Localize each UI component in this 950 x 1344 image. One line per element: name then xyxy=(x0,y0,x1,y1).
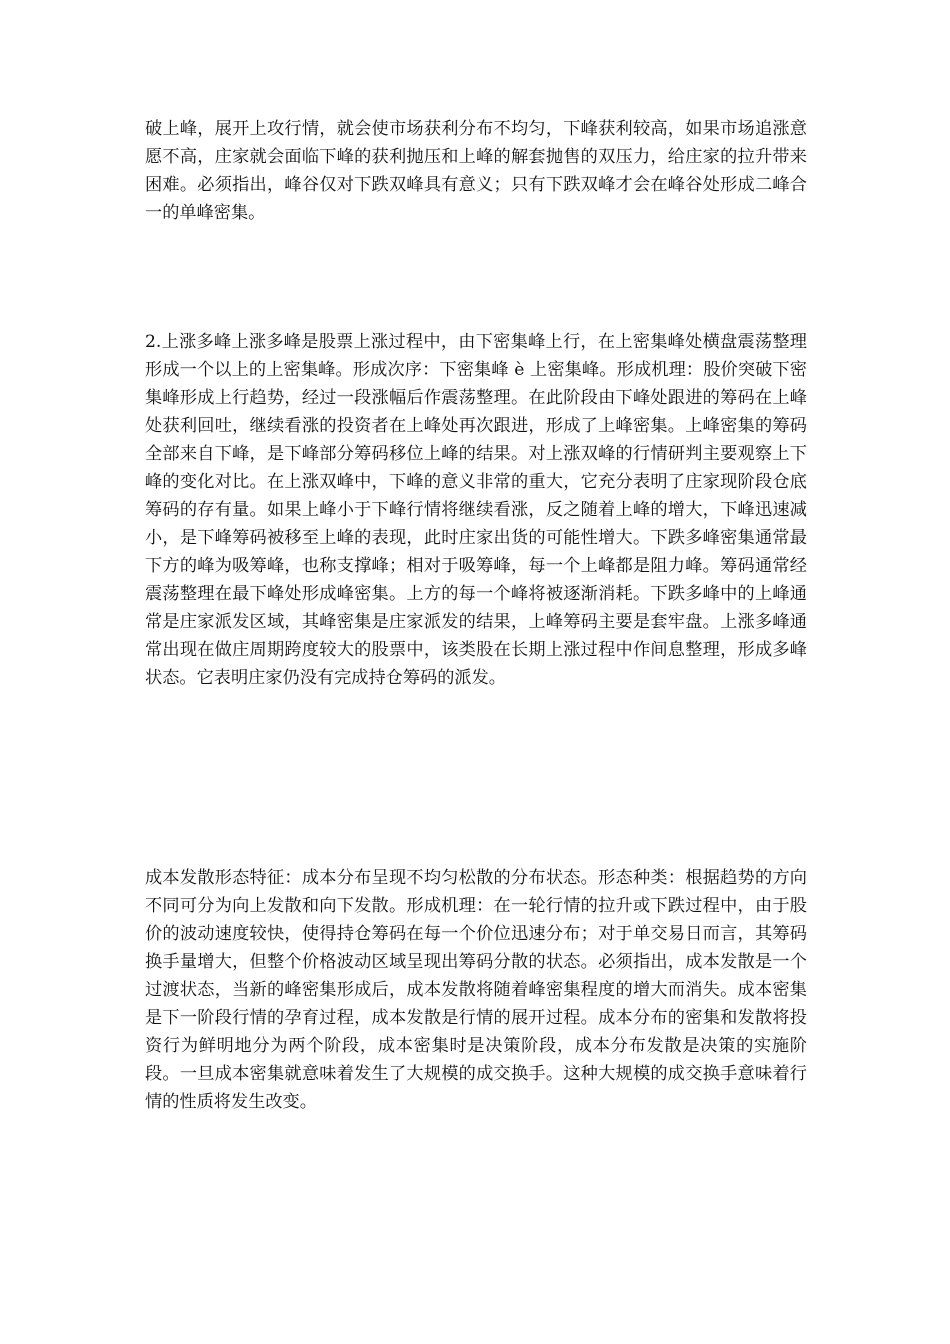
paragraph-3: 成本发散形态特征：成本分布呈现不均匀松散的分布状态。形态种类：根据趋势的方向不同可分为向上发散和向下发散。形成机理：在一轮行情的拉升或下跌过程中，由于股价的波动速度较快，使得持仓筹码在每一个价位迅速分布；对于单交易日而言，其筹码换手量增大，但整个价格波动区域呈现出筹码分散的状态。必须指出，成本发散是一个过渡状态，当新的峰密集形成后，成本发散将随着峰密集程度的增大而消失。成本密集是下一阶段行情的孕育过程，成本发散是行情的展开过程。成本分布的密集和发散将投资行为鲜明地分为两个阶段，成本密集时是决策阶段，成本分布发散是决策的实施阶段。一旦成本密集就意味着发生了大规模的成交换手。这种大规模的成交换手意味着行情的性质将发生改变。 xyxy=(145,868,807,1112)
paragraph-2: 2.上涨多峰上涨多峰是股票上涨过程中，由下密集峰上行，在上密集峰处横盘震荡整理形成一个以上的上密集峰。形成次序：下密集峰 è 上密集峰。形成机理：股价突破下密集峰形成上行趋势，经过一段涨幅后作震荡整理。在此阶段由下峰处跟进的筹码在上峰处获利回吐，继续看涨的投资者在上峰处再次跟进，形成了上峰密集。上峰密集的筹码全部来自下峰，是下峰部分筹码移位上峰的结果。对上涨双峰的行情研判主要观察上下峰的变化对比。在上涨双峰中，下峰的意义非常的重大，它充分表明了庄家现阶段仓底筹码的存有量。如果上峰小于下峰行情将继续看涨，反之随着上峰的增大，下峰迅速减小，是下峰筹码被移至上峰的表现，此时庄家出货的可能性增大。下跌多峰密集通常最下方的峰为吸筹峰，也称支撑峰；相对于吸筹峰，每一个上峰都是阻力峰。筹码通常经震荡整理在最下峰处形成峰密集。上方的每一个峰将被逐渐消耗。下跌多峰中的上峰通常是庄家派发区域，其峰密集是庄家派发的结果，上峰筹码主要是套牢盘。上涨多峰通常出现在做庄周期跨度较大的股票中，该类股在长期上涨过程中作间息整理，形成多峰状态。它表明庄家仍没有完成持仓筹码的派发。 xyxy=(145,332,807,688)
paragraph-1: 破上峰，展开上攻行情，就会使市场获利分布不均匀，下峰获利较高，如果市场追涨意愿不高，庄家就会面临下峰的获利抛压和上峰的解套抛售的双压力，给庄家的拉升带来困难。必须指出，峰谷仅对下跌双峰具有意义；只有下跌双峰才会在峰谷处形成二峰合一的单峰密集。 xyxy=(145,119,807,223)
